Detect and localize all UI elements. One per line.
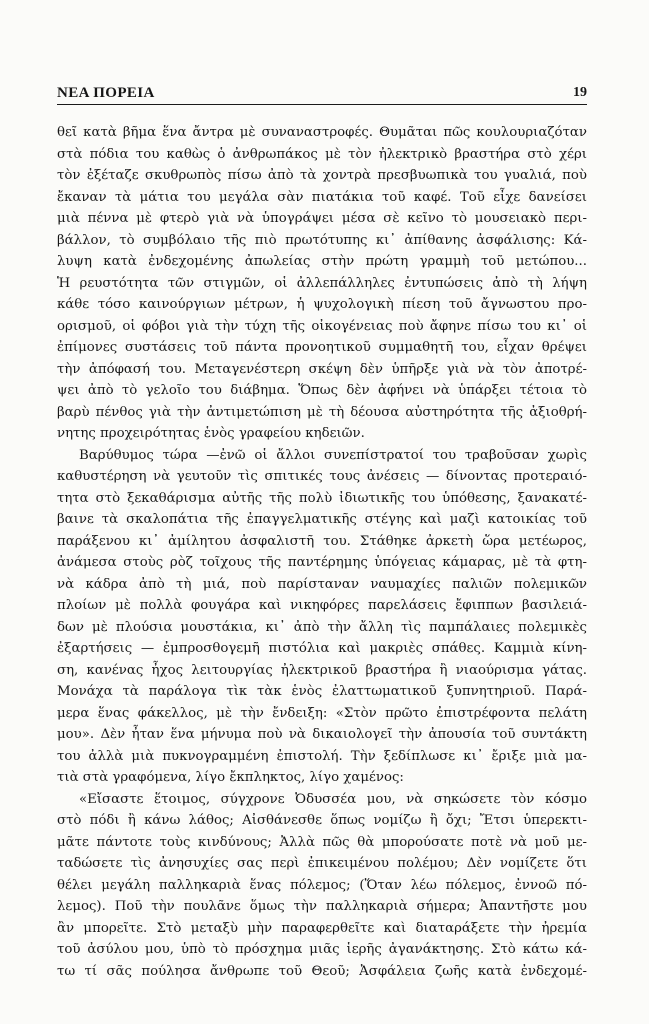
text-line: ση, κανένας ἦχος λειτουργίας ἠλεκτρικοῦ βραστήρα ἢ νιαούρισμα γάτας. [57, 662, 587, 678]
text-line: θέλει μεγάλη παλληκαριὰ ἕνας πόλεμος; (Ὅταν λέω πόλεμος, ἐννοῶ πό- [57, 877, 587, 893]
text-line: βάλλον, τὸ συμβόλαιο τῆς πιὸ πρωτότυπης κι᾽ ἀπίθανης ἀσφάλισης: Κά- [57, 232, 587, 248]
page-number: 19 [573, 85, 587, 100]
text-line: μιὰ πέννα μὲ φτερὸ γιὰ νὰ ὑπογράψει μέσα σὲ κεῖνο τὸ μουσειακὸ περι- [57, 211, 587, 226]
text-line: καθυστέρηση νὰ γευτοῦν τὶς σπιτικές τους ἀνέσεις — δίνοντας προτεραιό- [57, 469, 587, 484]
text-line: δων μὲ πλούσια μουστάκια, κι᾽ ἀπὸ τὴν ἄλλη τὶς παμπάλαιες πολεμικὲς [57, 619, 587, 635]
text-line: μᾶτε πάντοτε τοὺς κινδύνους; Ἀλλὰ πῶς θὰ μπορούσατε ποτὲ νὰ μοῦ με- [57, 834, 587, 850]
text-line: ταδώσετε τὶς ἀνησυχίες σας περὶ ἐπικειμένου πολέμου; Δὲν νομίζετε ὅτι [57, 856, 587, 871]
text-line: πλοίων μὲ πολλὰ φουγάρα καὶ νικηφόρες παρελάσεις ἔφιππων βασιλειά- [57, 598, 587, 613]
text-line: τοῦ ἀσύλου μου, ὑπὸ τὸ πρόσχημα μιᾶς ἱερῆς ἀγανάκτησης. Στὸ κάτω κά- [57, 942, 587, 957]
text-line: λεμος). Ποῦ τὴν πουλᾶνε ὅμως τὴν παλληκαριὰ σήμερα; Ἀπαντῆστε μου [57, 899, 587, 914]
text-line: Ἡ ρευστότητα τῶν στιγμῶν, οἱ ἀλλεπάλληλες ἐντυπώσεις ἀπὸ τὴ λήψη [57, 275, 587, 291]
text-line: κάθε τόσο καινούργιων μέτρων, ἡ ψυχολογικὴ πίεση τοῦ ἄγνωστου προ- [57, 297, 587, 312]
text-line: στὰ πόδια του καθὼς ὁ ἀνθρωπάκος μὲ τὸν ἠλεκτρικὸ βραστήρα στὸ χέρι [57, 146, 587, 162]
text-line: ἐπίμονες συστάσεις τοῦ πάντα προνοητικοῦ συμμαθητῆ του, εἶχαν θρέψει [57, 340, 587, 355]
text-line: Βαρύθυμος τώρα —ἐνῶ οἱ ἄλλοι συνεπίστρατοί του τραβοῦσαν χωρὶς [79, 447, 587, 463]
text-line: του ἀλλὰ μιὰ πυκνογραμμένη ἐπιστολή. Τὴν ξεδίπλωσε κι᾽ ἔριξε μιὰ μα- [57, 748, 587, 764]
text-line: τὸν ἐξέταζε σκυθρωπὸς πίσω ἀπὸ τὰ χοντρὰ πρεσβυωπικὰ του γυαλιά, ποὺ [57, 168, 587, 183]
text-line: μου». Δὲν ἦταν ἕνα μήνυμα ποὺ νὰ δικαιολογεῖ τὴν ἀπουσία τοῦ συντάκτη [57, 727, 587, 742]
text-line: «Εἴσαστε ἕτοιμος, σύγχρονε Ὀδυσσέα μου, νὰ σηκώσετε τὸν κόσμο [79, 791, 587, 807]
text-line: ἔκαναν τὰ μάτια του μεγάλα σὰν πιατάκια τοῦ καφέ. Τοῦ εἶχε δανείσει [57, 189, 587, 205]
text-line: ψει ἀπὸ τὸ γελοῖο του διάβημα. Ὅπως δὲν ἀφήνει νὰ ὑπάρξει τέτοια τὸ [57, 383, 587, 398]
text-line: βαρὺ πένθος γιὰ τὴν ἀντιμετώπιση μὲ τὴ δέουσα αὐστηρότητα τῆς ἀξιοθρή- [57, 404, 587, 420]
text-line: νὰ κάδρα ἀπὸ τὴ μιά, ποὺ παρίσταναν ναυμαχίες παλιῶν πολεμικῶν [57, 576, 587, 592]
text-line: παράξενου κι᾽ ἀμίλητου ἀσφαλιστῆ του. Στάθηκε ἀρκετὴ ὥρα μετέωρος, [57, 533, 587, 549]
text-line: βαινε τὰ σκαλοπάτια τῆς ἐπαγγελματικῆς στέγης καὶ μαζὶ κατοικίας τοῦ [57, 512, 587, 527]
text-line: τητα στὸ ξεκαθάρισμα αὐτῆς τῆς πολὺ ἰδιωτικῆς του ὑπόθεσης, ξανακατέ- [57, 490, 587, 506]
text-line: τὴν ἀπόφασή του. Μεταγενέστερη σκέψη δὲν ὑπῆρξε γιὰ νὰ τὸν ἀποτρέ- [57, 361, 587, 377]
text-line: τιὰ στὰ γραφόμενα, λίγο ἔκπληκτος, λίγο χαμένος: [57, 770, 404, 785]
text-line: νητης προχειρότητας ἑνὸς γραφείου κηδειῶν. [57, 426, 365, 441]
text-line: ἀνάμεσα στοὺς ρὸζ τοῖχους τῆς παντέρημης ὑπόγειας κάμαρας, μὲ τὰ φτη- [57, 555, 587, 570]
text-line: τω τί σᾶς πούλησα ἄνθρωπε τοῦ Θεοῦ; Ἀσφάλεια ζωῆς κατὰ ἐνδεχομέ- [57, 963, 587, 979]
text-line: στὸ πόδι ἢ κάνω λάθος; Αἰσθάνεσθε ὅπως νομίζω ἢ ὄχι; Ἔτσι ὑπερεκτι- [57, 813, 587, 828]
text-line: ἐξαρτήσεις — ἐμπροσθογεμῆ πιστόλια καὶ μακριὲς σπάθες. Καμμιὰ κίνη- [57, 641, 587, 656]
text-line: λυψη κατὰ ἐνδεχομένης ἀπωλείας στὴν πρώτη γραμμὴ τοῦ μετώπου... [57, 254, 587, 269]
body-text [57, 122, 587, 982]
text-line: ορισμοῦ, οἱ φόβοι γιὰ τὴν τύχη τῆς οἰκογένειας ποὺ ἄφηνε πίσω του κι᾽ οἱ [57, 318, 587, 334]
text-line: ἂν μπορεῖτε. Στὸ μεταξὺ μὴν παραφερθεῖτε καὶ διαταράξετε τὴν ἠρεμία [57, 920, 587, 936]
text-line: Μονάχα τὰ παράλογα τὶκ τὰκ ἑνὸς ἐλαττωματικοῦ ξυπνητηριοῦ. Παρά- [57, 684, 587, 699]
text-line: θεῖ κατὰ βῆμα ἕνα ἄντρα μὲ συναναστροφές. Θυμᾶται πῶς κουλουριαζόταν [57, 125, 587, 140]
text-line: μερα ἕνας φάκελλος, μὲ τὴν ἔνδειξη: «Στὸν πρῶτο ἐπιστρέφοντα πελάτη [57, 705, 587, 721]
header-rule [57, 104, 587, 105]
journal-title: ΝΕΑ ΠΟΡΕΙΑ [57, 85, 155, 101]
